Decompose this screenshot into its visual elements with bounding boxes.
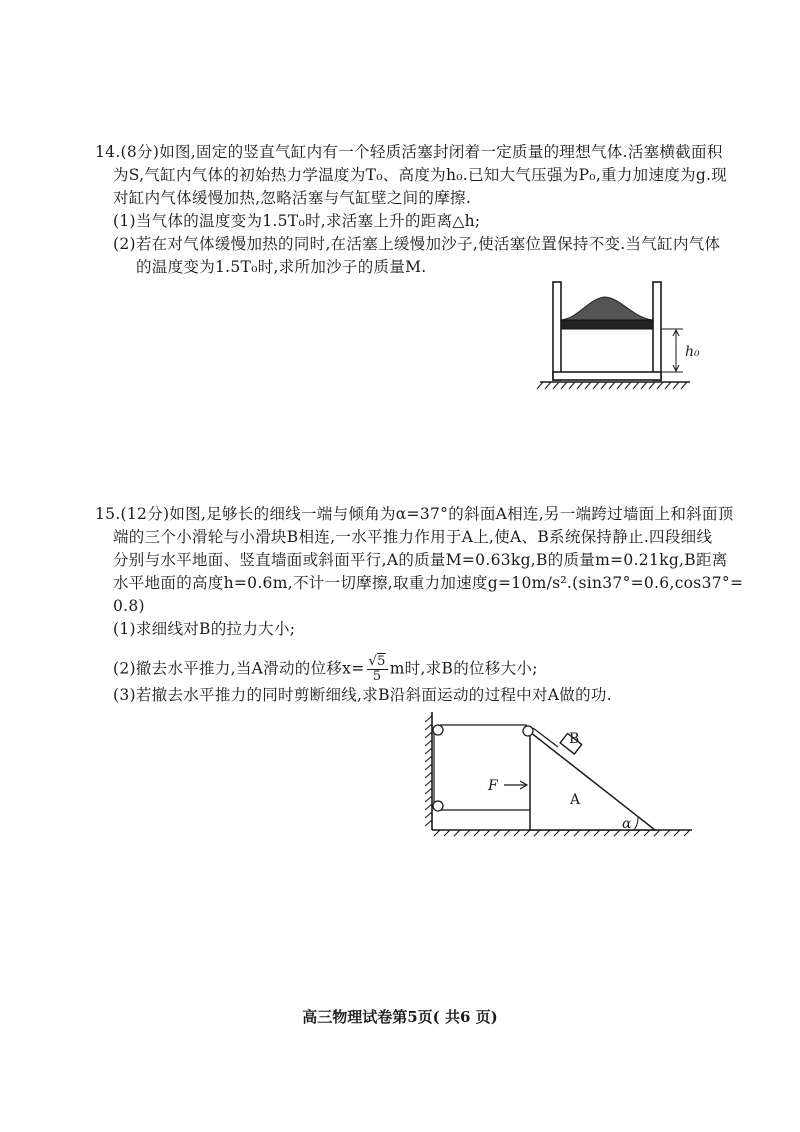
cylinder-diagram bbox=[535, 270, 715, 400]
q15-sub-question-2-post: m时,求B的位移大小; bbox=[389, 659, 538, 678]
q15-line-1: 15.(12分)如图,足够长的细线一端与倾角为α=37°的斜面A相连,另一端跨过墙面上和斜面顶 bbox=[95, 505, 734, 523]
pulley-wall-bottom bbox=[433, 801, 443, 811]
q14-line-1: 14.(8分)如图,固定的竖直气缸内有一个轻质活塞封闭着一定质量的理想气体.活塞横截面积 bbox=[95, 143, 723, 161]
cylinder-right-wall bbox=[653, 282, 661, 380]
q15-sub-question-3: (3)若撤去水平推力的同时剪断细线,求B沿斜面运动的过程中对A做的功. bbox=[113, 686, 612, 704]
ground-hatching bbox=[537, 382, 687, 389]
q15-sub-question-2 bbox=[113, 655, 538, 684]
ground-hatching-2 bbox=[434, 830, 690, 836]
incline-pulley-diagram bbox=[420, 710, 700, 835]
sand-pile bbox=[561, 297, 653, 320]
fraction-numerator: 5 bbox=[377, 654, 386, 669]
q15-line-3: 分别与水平地面、竖直墙面或斜面平行,A的质量M=0.63kg,B的质量m=0.21kg,B距离 bbox=[113, 551, 728, 569]
cylinder-bottom bbox=[553, 372, 661, 380]
q15-line-2: 端的三个小滑轮与小滑块B相连,一水平推力作用于A上,使A、B系统保持静止.四段细线 bbox=[113, 528, 713, 546]
incline-A bbox=[530, 732, 655, 830]
height-dimension bbox=[661, 329, 683, 372]
fraction-denominator: 5 bbox=[372, 669, 382, 684]
q15-line-5: 0.8) bbox=[113, 597, 145, 615]
wall-hatching bbox=[425, 716, 432, 826]
angle-label: α bbox=[622, 816, 632, 832]
force-label: F bbox=[488, 778, 498, 794]
pulley-wall-top bbox=[433, 725, 443, 735]
q15-sub-question-1: (1)求细线对B的拉力大小; bbox=[113, 620, 296, 638]
q14-line-3: 对缸内气体缓慢加热,忽略活塞与气缸壁之间的摩擦. bbox=[113, 189, 472, 207]
incline-label: A bbox=[570, 792, 581, 808]
q14-sub-question-1: (1)当气体的温度变为1.5T₀时,求活塞上升的距离△h; bbox=[113, 212, 481, 230]
cylinder-left-wall bbox=[553, 282, 561, 380]
q15-sub-question-2-pre: (2)撤去水平推力,当A滑动的位移x= bbox=[113, 659, 365, 678]
q15-line-4: 水平地面的高度h=0.6m,不计一切摩擦,取重力加速度g=10m/s².(sin37°=0.6,cos37°= bbox=[113, 574, 744, 592]
q14-sub-question-2: (2)若在对气体缓慢加热的同时,在活塞上缓慢加沙子,使活塞位置保持不变.当气缸内气体 bbox=[113, 235, 721, 253]
piston bbox=[561, 320, 653, 329]
height-label: h₀ bbox=[685, 344, 700, 360]
page-footer: 高三物理试卷第5页( 共6 页) bbox=[302, 1008, 498, 1026]
q14-line-2: 为S,气缸内气体的初始热力学温度为T₀、高度为h₀.已知大气压强为P₀,重力加速度为g.现 bbox=[113, 166, 728, 184]
pulley-incline-top bbox=[523, 726, 533, 736]
q14-sub-question-2-cont: 的温度变为1.5T₀时,求所加沙子的质量M. bbox=[136, 258, 427, 276]
block-label: B bbox=[569, 731, 580, 747]
displacement-fraction: $\frac{√5}{5}$ bbox=[368, 654, 386, 684]
